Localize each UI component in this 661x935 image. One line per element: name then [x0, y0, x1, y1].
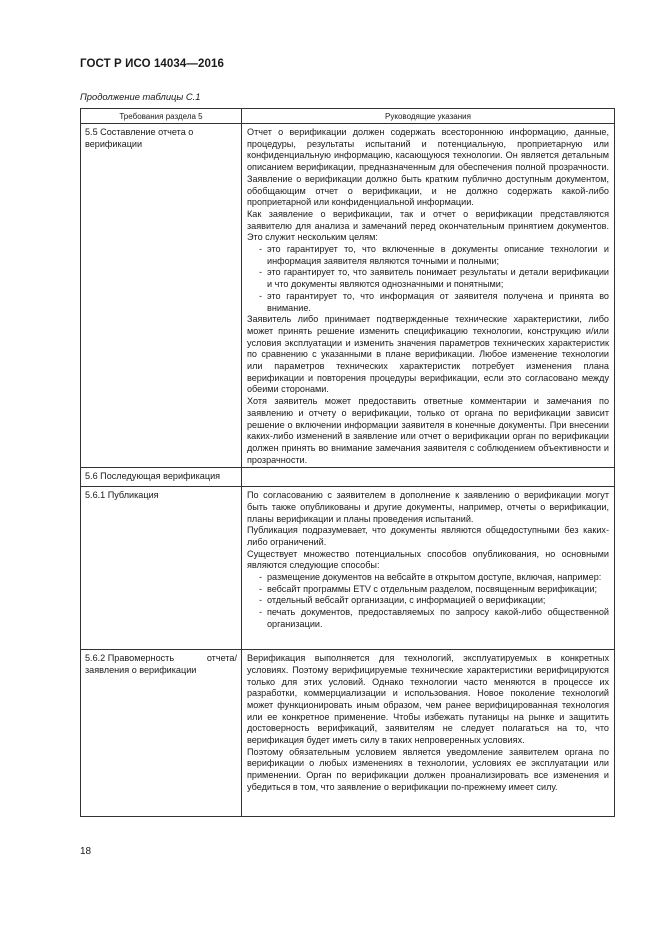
guidance-cell-empty — [242, 468, 615, 487]
guidance-cell — [242, 650, 615, 817]
list-item: - размещение документов на вебсайте в открытом доступе, включая, например: — [247, 572, 609, 584]
requirement-title-continuation: заявления о верификации — [85, 664, 197, 675]
paragraph: Отчет о верификации должен содержать всестороннюю информацию, данные, процедуры, результаты испытаний и потенциальную, проприетарную или конфиденциальную информацию, касающуюся технологии. Он является детальным описанием верификации, предназначенным для обеспечения полной прозрачности. Заявление о верификации должно быть кратким публично доступным документом, обобщающим отчет о верификации, и не должно содержать какой-либо проприетарной или конфиденциальной информации. — [247, 127, 609, 208]
requirement-cell: 5.5 Составление отчета о верификации — [81, 124, 242, 468]
paragraph: Поэтому обязательным условием является уведомление заявителем органа по верификации о любых изменениях в технологии, условиях ее эксплуатации или применении. Орган по верификации должен проанализировать все изменения и убедиться в том, что заявление о верификации по-прежнему имеет силу. — [247, 746, 609, 792]
list-item: - это гарантирует то, что включенные в документы описание технологии и информация заявителя являются точными и полными; — [247, 244, 609, 267]
table-row — [81, 468, 615, 487]
paragraph: Публикация подразумевает, что документы являются общедоступными без каких-либо ограничений. — [247, 525, 609, 547]
requirement-cell — [81, 650, 242, 817]
paragraph: Верификация выполняется для технологий, эксплуатируемых в конкретных условиях. Поэтому верифицируемые технические характеристики верифицируются только для этих условий. Однако технологии часто меняются в процессе их разработки, коммерциализации и использования. Новое поколение технологий может функционировать иным образом, чем ранее верифицированная технология или ее конкретное применение. Чтобы избежать путаницы на рынке и защитить достоверность верификаций, заявителям не следует полагаться на то, что верификация будет иметь силу в таких непроверенных условиях. — [247, 653, 609, 746]
table-row — [81, 124, 615, 468]
list-item: - это гарантирует то, что заявитель понимает результаты и детали верификации и что документы являются однозначными и понятными; — [247, 267, 609, 290]
paragraph: Как заявление о верификации, так и отчет о верификации представляются заявителю для анализа и замечаний перед окончательным принятием документов. Это служит нескольким целям: — [247, 208, 609, 243]
list-item: - печать документов, предоставляемых по запросу какой-либо общественной организации. — [247, 607, 609, 630]
paragraph: Хотя заявитель может предоставить ответные комментарии и замечания по заявлению и отчету о верификации, только от органа по верификации зависит решение о включении информации заявителя в конечные документы. При внесении каких-либо изменений в заявление или отчет о верификации орган по верификации должен принять во внимание замечания заявителя с соблюдением объективности и прозрачности. — [247, 396, 609, 465]
table-row — [81, 650, 615, 817]
requirement-cell: 5.6 Последующая верификация — [81, 468, 242, 487]
column-header-guidance: Руководящие указания — [242, 109, 615, 124]
guidance-cell — [242, 124, 615, 468]
table-caption: Продолжение таблицы С.1 — [80, 91, 201, 102]
requirement-title-line — [85, 653, 237, 665]
bullet-list — [247, 572, 609, 631]
paragraph: Заявитель либо принимает подтвержденные технические характеристики, либо может принять решение изменить спецификацию технологии, конструкцию и/или условия эксплуатации и изменить значения параметров технических характеристик по сравнению с указанными в плане верификации. Любое изменение технологии или параметров технических характеристик потребует изменения плана верификации и повторения процедуры верификации, если это согласовано между обеими сторонами. — [247, 314, 609, 395]
requirement-title-word: отчета/ — [206, 653, 237, 664]
requirement-cell: 5.6.1 Публикация — [81, 487, 242, 650]
table-header-row — [81, 109, 615, 124]
guidance-table — [80, 108, 615, 817]
document-header: ГОСТ Р ИСО 14034—2016 — [80, 58, 225, 70]
guidance-cell — [242, 487, 615, 650]
bullet-list — [247, 244, 609, 314]
list-item: - это гарантирует то, что информация от заявителя получена и принята во внимание. — [247, 291, 609, 314]
column-header-requirements: Требования раздела 5 — [81, 109, 242, 124]
table-row — [81, 487, 615, 650]
list-item: - вебсайт программы ETV с отдельным разделом, посвященным верификации; — [247, 584, 609, 596]
page-number: 18 — [80, 846, 92, 857]
list-item: - отдельный вебсайт организации, с информацией о верификации; — [247, 595, 609, 607]
paragraph: По согласованию с заявителем в дополнение к заявлению о верификации могут быть также опубликованы и другие документы, например, отчеты о верификации, планы верификации и планы проведения испытаний. — [247, 490, 609, 524]
paragraph: Существует множество потенциальных способов опубликования, но основными являются следующие способы: — [247, 548, 609, 571]
requirement-number-title: 5.6.2 Правомерность — [85, 653, 175, 664]
